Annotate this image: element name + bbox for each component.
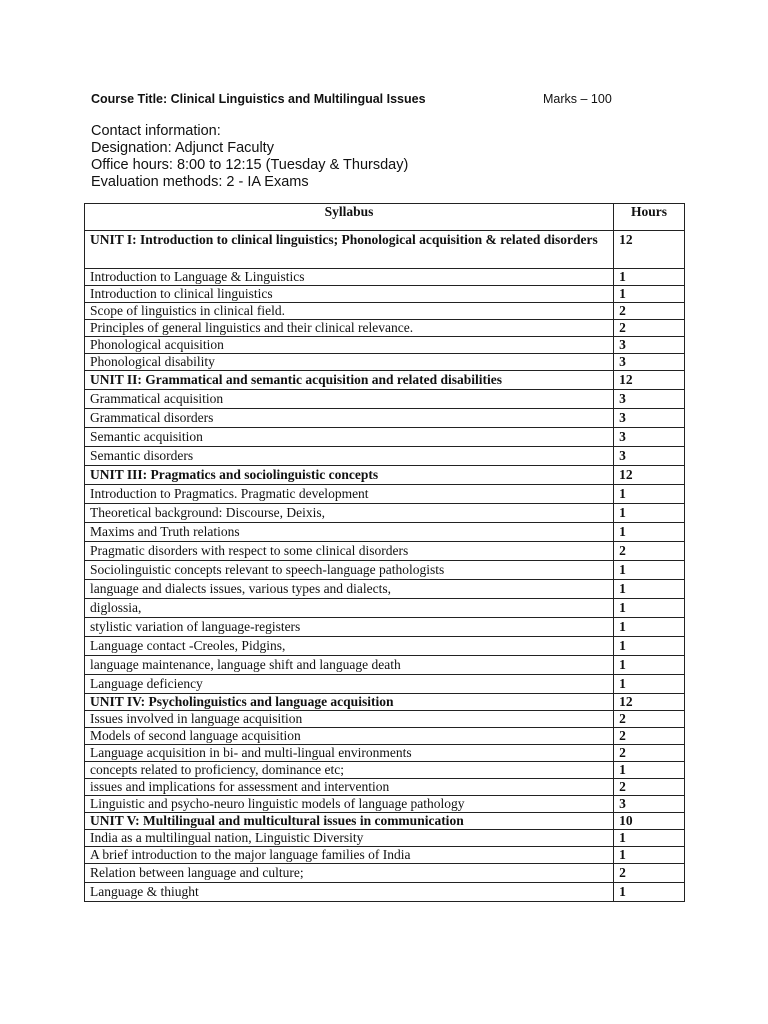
hours-cell: 1 xyxy=(614,599,685,618)
table-row xyxy=(85,762,685,779)
table-row xyxy=(85,580,685,599)
hours-cell: 1 xyxy=(614,883,685,902)
unit-title: UNIT IV: Psycholinguistics and language acquisition xyxy=(85,694,614,711)
topic-cell: Models of second language acquisition xyxy=(85,728,614,745)
topic-cell: Introduction to Language & Linguistics xyxy=(85,269,614,286)
unit-row xyxy=(85,813,685,830)
topic-cell: language maintenance, language shift and language death xyxy=(85,656,614,675)
table-row xyxy=(85,428,685,447)
hours-cell: 2 xyxy=(614,779,685,796)
hours-cell: 2 xyxy=(614,320,685,337)
course-marks: Marks – 100 xyxy=(543,92,612,106)
hours-cell: 1 xyxy=(614,504,685,523)
contact-block xyxy=(91,123,408,191)
table-row xyxy=(85,847,685,864)
hours-cell: 1 xyxy=(614,637,685,656)
table-row xyxy=(85,745,685,762)
table-row xyxy=(85,618,685,637)
topic-cell: Semantic disorders xyxy=(85,447,614,466)
unit-hours: 10 xyxy=(614,813,685,830)
table-row xyxy=(85,390,685,409)
table-row xyxy=(85,485,685,504)
unit-hours: 12 xyxy=(614,231,685,269)
topic-cell: Language & thiught xyxy=(85,883,614,902)
hours-cell: 1 xyxy=(614,485,685,504)
hours-cell: 2 xyxy=(614,303,685,320)
unit-title: UNIT I: Introduction to clinical linguistics; Phonological acquisition & related disorders xyxy=(85,231,614,269)
table-row xyxy=(85,447,685,466)
table-row xyxy=(85,728,685,745)
unit-hours: 12 xyxy=(614,694,685,711)
table-row xyxy=(85,864,685,883)
hours-column-header: Hours xyxy=(614,204,685,231)
hours-cell: 3 xyxy=(614,337,685,354)
topic-cell: Maxims and Truth relations xyxy=(85,523,614,542)
table-row xyxy=(85,656,685,675)
table-row xyxy=(85,523,685,542)
topic-cell: Scope of linguistics in clinical field. xyxy=(85,303,614,320)
topic-cell: Grammatical acquisition xyxy=(85,390,614,409)
unit-title: UNIT III: Pragmatics and sociolinguistic concepts xyxy=(85,466,614,485)
unit-row xyxy=(85,694,685,711)
table-row xyxy=(85,637,685,656)
topic-cell: Linguistic and psycho-neuro linguistic models of language pathology xyxy=(85,796,614,813)
office-hours-line: Office hours: 8:00 to 12:15 (Tuesday & Thursday) xyxy=(91,157,409,173)
hours-cell: 1 xyxy=(614,286,685,303)
topic-cell: A brief introduction to the major language families of India xyxy=(85,847,614,864)
topic-cell: Grammatical disorders xyxy=(85,409,614,428)
topic-cell: concepts related to proficiency, dominance etc; xyxy=(85,762,614,779)
table-row xyxy=(85,711,685,728)
course-header xyxy=(91,92,631,110)
designation-line: Designation: Adjunct Faculty xyxy=(91,140,274,156)
table-row xyxy=(85,409,685,428)
syllabus-table xyxy=(84,203,685,902)
table-row xyxy=(85,504,685,523)
hours-cell: 1 xyxy=(614,618,685,637)
topic-cell: Introduction to clinical linguistics xyxy=(85,286,614,303)
topic-cell: Theoretical background: Discourse, Deixis, xyxy=(85,504,614,523)
topic-cell: Introduction to Pragmatics. Pragmatic development xyxy=(85,485,614,504)
hours-cell: 3 xyxy=(614,354,685,371)
unit-hours: 12 xyxy=(614,466,685,485)
unit-hours: 12 xyxy=(614,371,685,390)
table-row xyxy=(85,675,685,694)
hours-cell: 1 xyxy=(614,830,685,847)
hours-cell: 2 xyxy=(614,745,685,762)
unit-title: UNIT II: Grammatical and semantic acquisition and related disabilities xyxy=(85,371,614,390)
hours-cell: 3 xyxy=(614,428,685,447)
hours-cell: 1 xyxy=(614,656,685,675)
hours-cell: 3 xyxy=(614,796,685,813)
hours-cell: 3 xyxy=(614,390,685,409)
hours-cell: 1 xyxy=(614,269,685,286)
topic-cell: Language deficiency xyxy=(85,675,614,694)
topic-cell: Sociolinguistic concepts relevant to speech-language pathologists xyxy=(85,561,614,580)
topic-cell: Semantic acquisition xyxy=(85,428,614,447)
topic-cell: Language acquisition in bi- and multi-lingual environments xyxy=(85,745,614,762)
table-row xyxy=(85,320,685,337)
evaluation-line: Evaluation methods: 2 - IA Exams xyxy=(91,174,309,190)
table-row xyxy=(85,337,685,354)
topic-cell: issues and implications for assessment and intervention xyxy=(85,779,614,796)
table-row xyxy=(85,599,685,618)
syllabus-column-header: Syllabus xyxy=(85,204,614,231)
unit-row xyxy=(85,371,685,390)
table-row xyxy=(85,286,685,303)
unit-row xyxy=(85,231,685,269)
topic-cell: Pragmatic disorders with respect to some clinical disorders xyxy=(85,542,614,561)
hours-cell: 3 xyxy=(614,447,685,466)
topic-cell: Language contact -Creoles, Pidgins, xyxy=(85,637,614,656)
topic-cell: diglossia, xyxy=(85,599,614,618)
hours-cell: 1 xyxy=(614,580,685,599)
contact-heading: Contact information: xyxy=(91,123,221,139)
hours-cell: 1 xyxy=(614,561,685,580)
topic-cell: Phonological acquisition xyxy=(85,337,614,354)
hours-cell: 1 xyxy=(614,675,685,694)
topic-cell: India as a multilingual nation, Linguistic Diversity xyxy=(85,830,614,847)
topic-cell: Principles of general linguistics and their clinical relevance. xyxy=(85,320,614,337)
table-row xyxy=(85,796,685,813)
topic-cell: stylistic variation of language-registers xyxy=(85,618,614,637)
table-row xyxy=(85,830,685,847)
table-row xyxy=(85,542,685,561)
hours-cell: 2 xyxy=(614,728,685,745)
topic-cell: Relation between language and culture; xyxy=(85,864,614,883)
hours-cell: 2 xyxy=(614,864,685,883)
hours-cell: 1 xyxy=(614,523,685,542)
table-row xyxy=(85,561,685,580)
hours-cell: 1 xyxy=(614,847,685,864)
topic-cell: language and dialects issues, various types and dialects, xyxy=(85,580,614,599)
table-row xyxy=(85,779,685,796)
course-title: Course Title: Clinical Linguistics and Multilingual Issues xyxy=(91,92,426,106)
table-row xyxy=(85,354,685,371)
unit-row xyxy=(85,466,685,485)
table-row xyxy=(85,303,685,320)
table-row xyxy=(85,269,685,286)
table-row xyxy=(85,883,685,902)
hours-cell: 2 xyxy=(614,542,685,561)
hours-cell: 2 xyxy=(614,711,685,728)
unit-title: UNIT V: Multilingual and multicultural issues in communication xyxy=(85,813,614,830)
hours-cell: 3 xyxy=(614,409,685,428)
hours-cell: 1 xyxy=(614,762,685,779)
topic-cell: Phonological disability xyxy=(85,354,614,371)
table-header-row xyxy=(85,204,685,231)
topic-cell: Issues involved in language acquisition xyxy=(85,711,614,728)
